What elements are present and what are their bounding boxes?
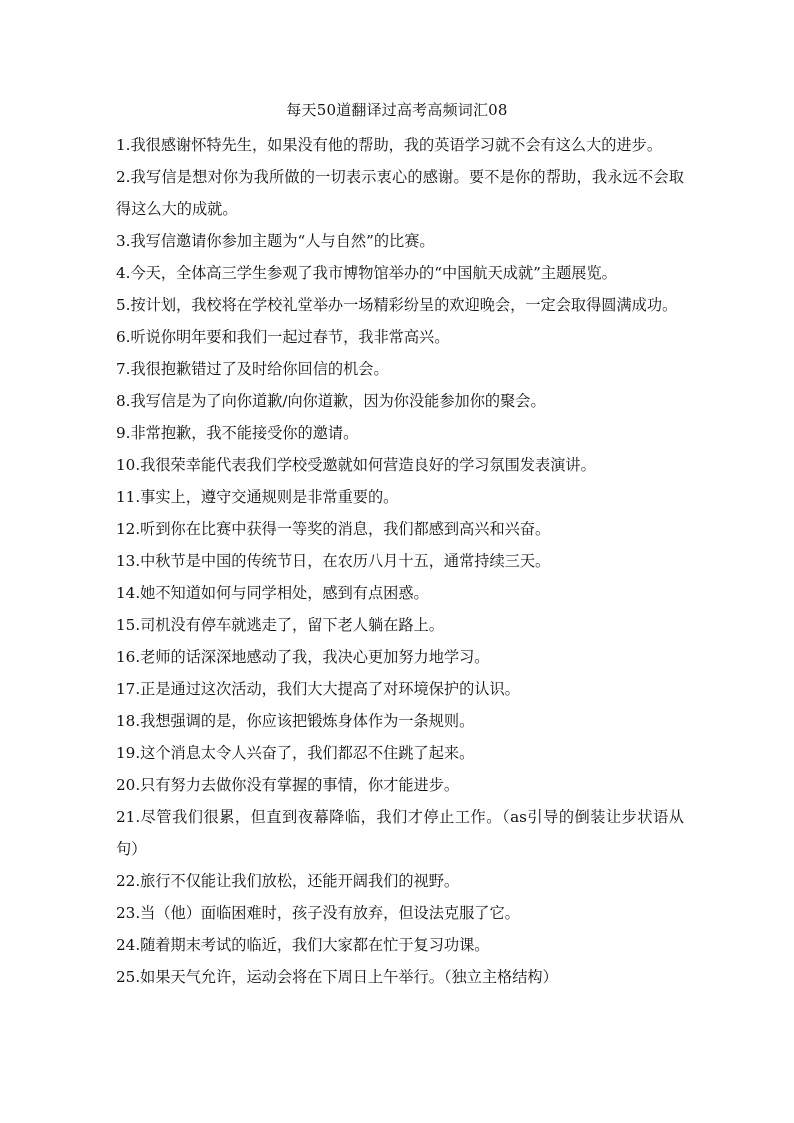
list-item: 1.我很感谢怀特先生，如果没有他的帮助，我的英语学习就不会有这么大的进步。 bbox=[116, 136, 663, 154]
list-item: 13.中秋节是中国的传统节日，在农历八月十五，通常持续三天。 bbox=[116, 552, 551, 570]
list-item: 20.只有努力去做你没有掌握的事情，你才能进步。 bbox=[116, 776, 460, 794]
document-title: 每天50道翻译过高考高频词汇08 bbox=[286, 101, 508, 119]
list-item: 5.按计划，我校将在学校礼堂举办一场精彩纷呈的欢迎晚会，一定会取得圆满成功。 bbox=[116, 296, 678, 314]
list-item: 16.老师的话深深地感动了我，我决心更加努力地学习。 bbox=[116, 648, 490, 666]
list-item: 6.听说你明年要和我们一起过春节，我非常高兴。 bbox=[116, 328, 450, 346]
list-item: 8.我写信是为了向你道歉/向你道歉，因为你没能参加你的聚会。 bbox=[116, 392, 546, 410]
list-item: 21.尽管我们很累，但直到夜幕降临，我们才停止工作。（as引导的倒装让步状语从句） bbox=[116, 808, 684, 858]
list-item: 9.非常抱歉，我不能接受你的邀请。 bbox=[116, 424, 359, 442]
list-item: 4.今天，全体高三学生参观了我市博物馆举办的“中国航天成就”主题展览。 bbox=[116, 264, 617, 282]
translation-exercise-list bbox=[116, 129, 684, 993]
list-item: 2.我写信是想对你为我所做的一切表示衷心的感谢。要不是你的帮助，我永远不会取得这么大的成就。 bbox=[116, 168, 684, 218]
list-item: 10.我很荣幸能代表我们学校受邀就如何营造良好的学习氛围发表演讲。 bbox=[116, 456, 596, 474]
list-item: 17.正是通过这次活动，我们大大提高了对环境保护的认识。 bbox=[116, 680, 520, 698]
list-item: 12.听到你在比赛中获得一等奖的消息，我们都感到高兴和兴奋。 bbox=[116, 520, 551, 538]
list-item: 14.她不知道如何与同学相处，感到有点困惑。 bbox=[116, 584, 429, 602]
list-item: 24.随着期末考试的临近，我们大家都在忙于复习功课。 bbox=[116, 936, 490, 954]
list-item: 11.事实上，遵守交通规则是非常重要的。 bbox=[116, 488, 399, 506]
list-item: 25.如果天气允许，运动会将在下周日上午举行。（独立主格结构） bbox=[116, 968, 558, 986]
list-item: 3.我写信邀请你参加主题为“人与自然”的比赛。 bbox=[116, 232, 435, 250]
list-item: 23.当（他）面临困难时，孩子没有放弃，但设法克服了它。 bbox=[116, 904, 520, 922]
list-item: 15.司机没有停车就逃走了，留下老人躺在路上。 bbox=[116, 616, 444, 634]
list-item: 22.旅行不仅能让我们放松，还能开阔我们的视野。 bbox=[116, 872, 460, 890]
list-item: 18.我想强调的是，你应该把锻炼身体作为一条规则。 bbox=[116, 712, 475, 730]
list-item: 7.我很抱歉错过了及时给你回信的机会。 bbox=[116, 360, 389, 378]
list-item: 19.这个消息太令人兴奋了，我们都忍不住跳了起来。 bbox=[116, 744, 475, 762]
